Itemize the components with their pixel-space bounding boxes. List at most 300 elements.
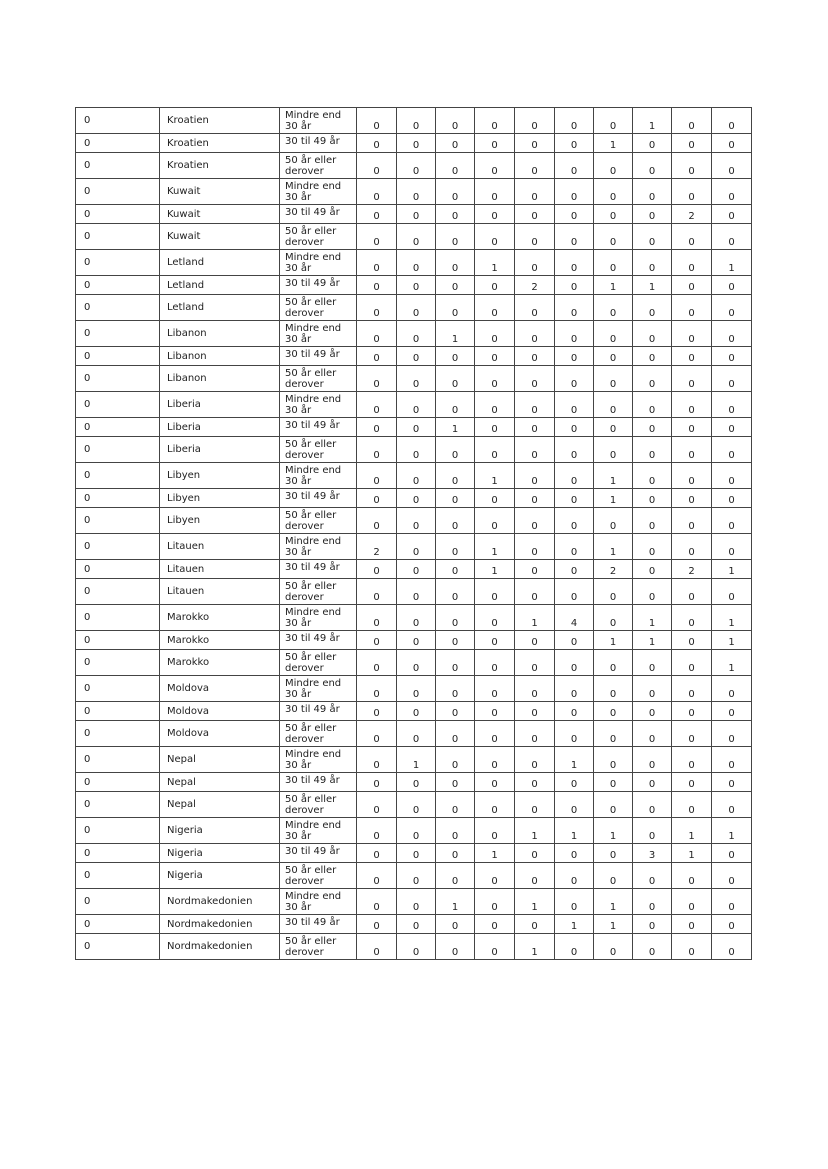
value-cell: 1 (397, 747, 436, 773)
value-cell: 0 (555, 676, 594, 702)
table-row (76, 792, 752, 818)
value-cell: 1 (712, 560, 752, 579)
value-cell: 0 (397, 276, 436, 295)
value-cell: 0 (357, 134, 397, 153)
value-cell: 0 (555, 347, 594, 366)
country-cell: Nepal (160, 792, 280, 818)
age-group-cell: 30 til 49 år (280, 915, 357, 934)
age-group-cell: 30 til 49 år (280, 844, 357, 863)
value-cell: 1 (712, 631, 752, 650)
country-cell: Kuwait (160, 224, 280, 250)
value-cell: 0 (712, 276, 752, 295)
value-cell: 0 (594, 437, 633, 463)
age-group-cell: 50 år eller derover (280, 153, 357, 179)
id-cell: 0 (76, 366, 160, 392)
value-cell: 0 (712, 747, 752, 773)
value-cell: 0 (515, 463, 555, 489)
id-cell: 0 (76, 773, 160, 792)
value-cell: 0 (436, 134, 475, 153)
value-cell: 0 (594, 676, 633, 702)
value-cell: 0 (633, 863, 672, 889)
value-cell: 0 (475, 153, 515, 179)
value-cell: 0 (594, 224, 633, 250)
age-group-cell: 50 år eller derover (280, 721, 357, 747)
table-row (76, 631, 752, 650)
value-cell: 1 (436, 889, 475, 915)
value-cell: 0 (515, 508, 555, 534)
table-row (76, 108, 752, 134)
value-cell: 0 (594, 295, 633, 321)
age-group-cell: Mindre end 30 år (280, 676, 357, 702)
age-group-cell: 50 år eller derover (280, 650, 357, 676)
value-cell: 0 (397, 844, 436, 863)
id-cell: 0 (76, 579, 160, 605)
age-group-cell: 50 år eller derover (280, 792, 357, 818)
country-cell: Nordmakedonien (160, 934, 280, 960)
id-cell: 0 (76, 534, 160, 560)
value-cell: 0 (594, 418, 633, 437)
value-cell: 0 (633, 179, 672, 205)
value-cell: 0 (594, 650, 633, 676)
age-group-cell: 50 år eller derover (280, 579, 357, 605)
value-cell: 0 (555, 153, 594, 179)
value-cell: 0 (555, 205, 594, 224)
table-row (76, 863, 752, 889)
value-cell: 0 (712, 153, 752, 179)
value-cell: 0 (436, 747, 475, 773)
value-cell: 0 (633, 489, 672, 508)
value-cell: 2 (515, 276, 555, 295)
value-cell: 0 (633, 560, 672, 579)
id-cell: 0 (76, 560, 160, 579)
value-cell: 0 (594, 366, 633, 392)
value-cell: 1 (594, 631, 633, 650)
value-cell: 0 (475, 179, 515, 205)
value-cell: 0 (397, 108, 436, 134)
value-cell: 0 (555, 631, 594, 650)
age-group-cell: 50 år eller derover (280, 508, 357, 534)
value-cell: 0 (594, 721, 633, 747)
value-cell: 0 (672, 534, 712, 560)
value-cell: 0 (672, 250, 712, 276)
table-row (76, 295, 752, 321)
table-row (76, 579, 752, 605)
value-cell: 0 (594, 773, 633, 792)
value-cell: 1 (594, 463, 633, 489)
value-cell: 0 (397, 721, 436, 747)
value-cell: 0 (633, 205, 672, 224)
value-cell: 0 (555, 321, 594, 347)
value-cell: 0 (436, 792, 475, 818)
value-cell: 0 (357, 650, 397, 676)
value-cell: 0 (475, 321, 515, 347)
age-group-cell: Mindre end 30 år (280, 108, 357, 134)
value-cell: 0 (357, 437, 397, 463)
value-cell: 0 (397, 437, 436, 463)
value-cell: 1 (712, 250, 752, 276)
value-cell: 0 (515, 108, 555, 134)
value-cell: 0 (436, 224, 475, 250)
id-cell: 0 (76, 205, 160, 224)
value-cell: 1 (475, 844, 515, 863)
value-cell: 0 (672, 108, 712, 134)
age-group-cell: Mindre end 30 år (280, 392, 357, 418)
age-group-cell: 50 år eller derover (280, 934, 357, 960)
value-cell: 0 (397, 392, 436, 418)
value-cell: 0 (672, 366, 712, 392)
value-cell: 0 (712, 844, 752, 863)
age-group-cell: Mindre end 30 år (280, 463, 357, 489)
country-cell: Nepal (160, 773, 280, 792)
value-cell: 0 (397, 179, 436, 205)
value-cell: 1 (436, 418, 475, 437)
table-row (76, 437, 752, 463)
value-cell: 0 (633, 321, 672, 347)
value-cell: 0 (555, 276, 594, 295)
value-cell: 0 (672, 650, 712, 676)
country-cell: Letland (160, 276, 280, 295)
value-cell: 0 (436, 463, 475, 489)
value-cell: 2 (594, 560, 633, 579)
value-cell: 0 (555, 773, 594, 792)
value-cell: 0 (555, 702, 594, 721)
country-cell: Letland (160, 295, 280, 321)
value-cell: 0 (475, 392, 515, 418)
value-cell: 0 (594, 392, 633, 418)
value-cell: 0 (357, 863, 397, 889)
value-cell: 0 (712, 676, 752, 702)
value-cell: 0 (555, 844, 594, 863)
value-cell: 0 (712, 418, 752, 437)
value-cell: 0 (357, 889, 397, 915)
value-cell: 0 (712, 721, 752, 747)
value-cell: 0 (515, 631, 555, 650)
value-cell: 1 (594, 915, 633, 934)
value-cell: 1 (475, 250, 515, 276)
value-cell: 0 (475, 366, 515, 392)
value-cell: 0 (555, 250, 594, 276)
value-cell: 0 (515, 295, 555, 321)
value-cell: 0 (357, 844, 397, 863)
id-cell: 0 (76, 295, 160, 321)
age-group-cell: Mindre end 30 år (280, 179, 357, 205)
country-cell: Nordmakedonien (160, 889, 280, 915)
value-cell: 0 (397, 347, 436, 366)
value-cell: 0 (397, 676, 436, 702)
country-cell: Letland (160, 250, 280, 276)
value-cell: 0 (436, 934, 475, 960)
value-cell: 0 (436, 250, 475, 276)
value-cell: 0 (436, 915, 475, 934)
value-cell: 0 (397, 366, 436, 392)
value-cell: 0 (555, 560, 594, 579)
value-cell: 0 (475, 934, 515, 960)
value-cell: 0 (397, 773, 436, 792)
value-cell: 0 (397, 224, 436, 250)
value-cell: 0 (357, 560, 397, 579)
value-cell: 0 (397, 702, 436, 721)
value-cell: 0 (357, 108, 397, 134)
value-cell: 0 (436, 205, 475, 224)
country-cell: Litauen (160, 579, 280, 605)
value-cell: 0 (436, 347, 475, 366)
value-cell: 0 (633, 650, 672, 676)
value-cell: 0 (633, 347, 672, 366)
value-cell: 0 (357, 579, 397, 605)
value-cell: 0 (594, 863, 633, 889)
table-row (76, 560, 752, 579)
value-cell: 0 (436, 153, 475, 179)
value-cell: 0 (397, 418, 436, 437)
value-cell: 0 (436, 295, 475, 321)
value-cell: 0 (594, 605, 633, 631)
value-cell: 1 (633, 605, 672, 631)
value-cell: 0 (397, 295, 436, 321)
value-cell: 0 (633, 437, 672, 463)
age-group-cell: Mindre end 30 år (280, 534, 357, 560)
value-cell: 0 (712, 347, 752, 366)
value-cell: 0 (357, 418, 397, 437)
value-cell: 0 (515, 134, 555, 153)
value-cell: 0 (712, 489, 752, 508)
age-group-cell: 30 til 49 år (280, 702, 357, 721)
value-cell: 0 (475, 605, 515, 631)
value-cell: 0 (436, 676, 475, 702)
value-cell: 1 (594, 276, 633, 295)
table-row (76, 321, 752, 347)
value-cell: 0 (555, 366, 594, 392)
table-row (76, 418, 752, 437)
value-cell: 0 (594, 347, 633, 366)
value-cell: 0 (515, 863, 555, 889)
value-cell: 0 (672, 676, 712, 702)
value-cell: 0 (633, 250, 672, 276)
value-cell: 0 (357, 747, 397, 773)
value-cell: 0 (515, 418, 555, 437)
table-row (76, 650, 752, 676)
value-cell: 0 (712, 534, 752, 560)
age-group-cell: 30 til 49 år (280, 560, 357, 579)
id-cell: 0 (76, 915, 160, 934)
value-cell: 1 (712, 818, 752, 844)
table-row (76, 224, 752, 250)
value-cell: 1 (555, 915, 594, 934)
id-cell: 0 (76, 437, 160, 463)
country-cell: Kroatien (160, 108, 280, 134)
value-cell: 0 (672, 773, 712, 792)
value-cell: 0 (555, 295, 594, 321)
id-cell: 0 (76, 153, 160, 179)
value-cell: 0 (357, 321, 397, 347)
value-cell: 0 (475, 676, 515, 702)
id-cell: 0 (76, 347, 160, 366)
value-cell: 0 (712, 889, 752, 915)
age-group-cell: 30 til 49 år (280, 418, 357, 437)
value-cell: 0 (515, 676, 555, 702)
value-cell: 0 (555, 489, 594, 508)
value-cell: 0 (397, 205, 436, 224)
age-group-cell: 30 til 49 år (280, 773, 357, 792)
value-cell: 0 (672, 889, 712, 915)
value-cell: 0 (357, 631, 397, 650)
value-cell: 0 (633, 224, 672, 250)
value-cell: 0 (475, 418, 515, 437)
value-cell: 0 (515, 250, 555, 276)
country-cell: Nepal (160, 747, 280, 773)
value-cell: 0 (712, 321, 752, 347)
value-cell: 0 (594, 747, 633, 773)
value-cell: 0 (357, 721, 397, 747)
country-cell: Nordmakedonien (160, 915, 280, 934)
country-cell: Kuwait (160, 179, 280, 205)
value-cell: 0 (436, 650, 475, 676)
table-row (76, 134, 752, 153)
value-cell: 1 (515, 934, 555, 960)
id-cell: 0 (76, 934, 160, 960)
value-cell: 0 (594, 108, 633, 134)
country-cell: Marokko (160, 650, 280, 676)
value-cell: 0 (475, 631, 515, 650)
value-cell: 0 (594, 179, 633, 205)
value-cell: 0 (436, 560, 475, 579)
country-cell: Libanon (160, 347, 280, 366)
value-cell: 1 (475, 534, 515, 560)
value-cell: 0 (633, 889, 672, 915)
value-cell: 0 (555, 418, 594, 437)
value-cell: 0 (475, 205, 515, 224)
value-cell: 1 (475, 463, 515, 489)
value-cell: 0 (397, 134, 436, 153)
value-cell: 0 (555, 863, 594, 889)
value-cell: 0 (555, 508, 594, 534)
value-cell: 0 (475, 792, 515, 818)
value-cell: 0 (633, 392, 672, 418)
id-cell: 0 (76, 863, 160, 889)
value-cell: 0 (475, 721, 515, 747)
value-cell: 0 (436, 631, 475, 650)
value-cell: 4 (555, 605, 594, 631)
age-group-cell: 50 år eller derover (280, 863, 357, 889)
value-cell: 1 (436, 321, 475, 347)
value-cell: 0 (633, 721, 672, 747)
value-cell: 0 (475, 915, 515, 934)
table-body (76, 108, 752, 960)
value-cell: 0 (357, 392, 397, 418)
value-cell: 0 (712, 915, 752, 934)
value-cell: 0 (515, 792, 555, 818)
value-cell: 0 (672, 418, 712, 437)
value-cell: 0 (357, 508, 397, 534)
age-group-cell: 30 til 49 år (280, 631, 357, 650)
value-cell: 0 (633, 463, 672, 489)
value-cell: 0 (397, 560, 436, 579)
country-cell: Libyen (160, 489, 280, 508)
table-row (76, 463, 752, 489)
value-cell: 0 (633, 818, 672, 844)
value-cell: 0 (672, 134, 712, 153)
value-cell: 0 (712, 508, 752, 534)
value-cell: 0 (672, 702, 712, 721)
value-cell: 0 (672, 276, 712, 295)
value-cell: 0 (515, 347, 555, 366)
id-cell: 0 (76, 463, 160, 489)
value-cell: 0 (633, 134, 672, 153)
value-cell: 0 (475, 276, 515, 295)
value-cell: 2 (672, 560, 712, 579)
id-cell: 0 (76, 250, 160, 276)
value-cell: 0 (633, 702, 672, 721)
id-cell: 0 (76, 134, 160, 153)
value-cell: 0 (515, 579, 555, 605)
value-cell: 0 (594, 250, 633, 276)
value-cell: 0 (672, 489, 712, 508)
value-cell: 0 (475, 134, 515, 153)
value-cell: 0 (672, 605, 712, 631)
id-cell: 0 (76, 224, 160, 250)
value-cell: 0 (397, 889, 436, 915)
value-cell: 0 (397, 631, 436, 650)
value-cell: 0 (357, 605, 397, 631)
country-cell: Litauen (160, 560, 280, 579)
value-cell: 0 (672, 915, 712, 934)
table-row (76, 153, 752, 179)
value-cell: 0 (515, 366, 555, 392)
country-cell: Marokko (160, 605, 280, 631)
value-cell: 0 (475, 508, 515, 534)
table-row (76, 889, 752, 915)
value-cell: 0 (515, 179, 555, 205)
country-cell: Libyen (160, 508, 280, 534)
age-group-cell: Mindre end 30 år (280, 747, 357, 773)
value-cell: 0 (436, 392, 475, 418)
value-cell: 0 (672, 863, 712, 889)
id-cell: 0 (76, 702, 160, 721)
value-cell: 0 (397, 915, 436, 934)
value-cell: 0 (633, 915, 672, 934)
value-cell: 0 (672, 747, 712, 773)
value-cell: 0 (515, 560, 555, 579)
value-cell: 0 (633, 934, 672, 960)
value-cell: 0 (594, 205, 633, 224)
value-cell: 0 (672, 392, 712, 418)
country-cell: Liberia (160, 418, 280, 437)
value-cell: 0 (397, 650, 436, 676)
value-cell: 0 (672, 437, 712, 463)
country-cell: Marokko (160, 631, 280, 650)
value-cell: 0 (633, 418, 672, 437)
value-cell: 0 (397, 489, 436, 508)
value-cell: 0 (555, 721, 594, 747)
value-cell: 0 (712, 134, 752, 153)
value-cell: 1 (594, 134, 633, 153)
value-cell: 0 (475, 224, 515, 250)
value-cell: 0 (712, 392, 752, 418)
table-row (76, 534, 752, 560)
value-cell: 0 (357, 676, 397, 702)
value-cell: 0 (672, 321, 712, 347)
value-cell: 0 (357, 276, 397, 295)
age-group-cell: 30 til 49 år (280, 276, 357, 295)
id-cell: 0 (76, 792, 160, 818)
value-cell: 0 (357, 702, 397, 721)
table-row (76, 366, 752, 392)
value-cell: 0 (672, 347, 712, 366)
value-cell: 1 (515, 605, 555, 631)
value-cell: 0 (555, 934, 594, 960)
value-cell: 0 (357, 934, 397, 960)
age-group-cell: 50 år eller derover (280, 295, 357, 321)
id-cell: 0 (76, 108, 160, 134)
